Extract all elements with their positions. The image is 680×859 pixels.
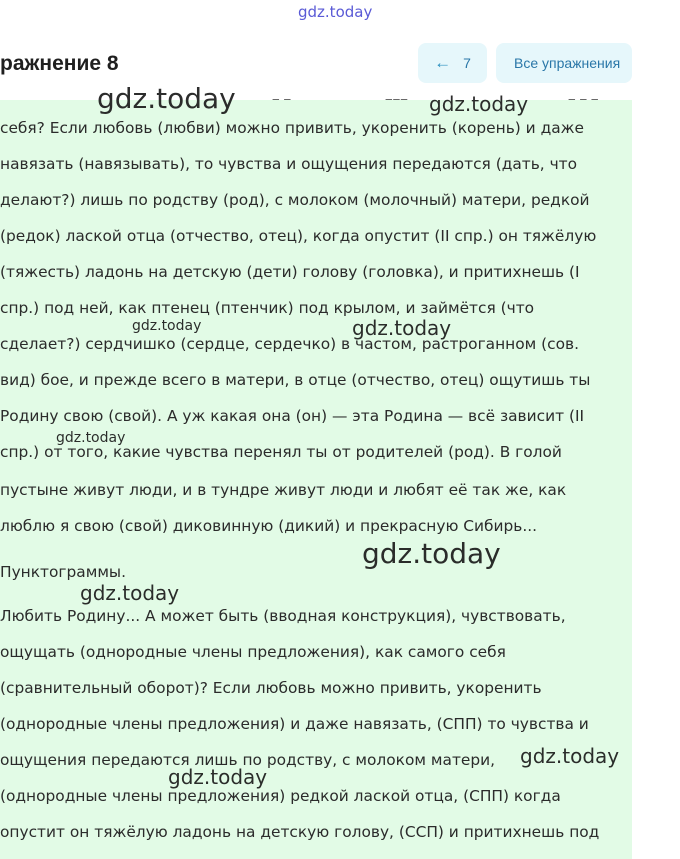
text-line: делают?) лишь по родству (род), с молоком (молочный) матери, редкой xyxy=(0,191,590,209)
previous-exercise-button[interactable] xyxy=(418,43,487,83)
text-line: ощущать (однородные члены предложения), как самого себя xyxy=(0,643,506,661)
watermark: gdz.today xyxy=(520,744,620,768)
text-line: спр.) под ней, как птенец (птенчик) под крылом, и займётся (что xyxy=(0,299,535,317)
page-title: ражнение 8 xyxy=(0,52,119,75)
text-line: (тяжесть) ладонь на детскую (дети) голову (головка), и притихнешь (I xyxy=(0,263,580,281)
text-line: Пунктограммы. xyxy=(0,563,126,581)
text-line: опустит он тяжёлую ладонь на детскую голову, (ССП) и притихнешь под xyxy=(0,823,600,841)
text-line: люблю я свою (свой) диковинную (дикий) и прекрасную Сибирь... xyxy=(0,517,538,535)
decorative-dash: ‒‒‒ xyxy=(385,92,408,106)
text-line: (редок) лаской отца (отчество, отец), когда опустит (II спр.) он тяжёлую xyxy=(0,227,597,245)
text-line: спр.) от того, какие чувства перенял ты от родителей (род). В голой xyxy=(0,443,562,461)
site-watermark: gdz.today xyxy=(298,3,373,21)
all-exercises-label: Все упражнения xyxy=(514,55,621,71)
watermark: gdz.today xyxy=(80,581,180,605)
text-line: навязать (навязывать), то чувства и ощущения передаются (дать, что xyxy=(0,155,578,173)
arrow-left-icon: ← xyxy=(434,53,452,72)
watermark: gdz.today xyxy=(362,537,501,570)
text-line: вид) бое, и прежде всего в матери, в отце (отчество, отец) ощутишь ты xyxy=(0,371,591,389)
watermark: gdz.today xyxy=(352,316,452,340)
text-line: (сравнительный оборот)? Если любовь можно привить, укоренить xyxy=(0,679,542,697)
text-line: сделает?) сердчишко (сердце, сердечко) в частом, растроганном (сов. xyxy=(0,335,579,353)
watermark: gdz.today xyxy=(429,92,529,116)
text-line: Родину свою (свой). А уж какая она (он) — эта Родина — всё зависит (II xyxy=(0,407,585,425)
decorative-dash: ‒ ‒ xyxy=(272,92,292,106)
watermark: gdz.today xyxy=(132,318,202,334)
text-line: (однородные члены предложения) редкой лаской отца, (СПП) когда xyxy=(0,787,561,805)
text-line: пустыне живут люди, и в тундре живут люди и любят её так же, как xyxy=(0,481,567,499)
text-line: Любить Родину... А может быть (вводная конструкция), чувствовать, xyxy=(0,607,566,625)
decorative-dash: ‒ ‒ ‒ xyxy=(568,92,599,106)
text-line: (однородные члены предложения) и даже навязать, (СПП) то чувства и xyxy=(0,715,589,733)
previous-exercise-label: 7 xyxy=(463,55,471,71)
watermark: gdz.today xyxy=(168,765,268,789)
watermark: gdz.today xyxy=(56,430,126,446)
watermark: gdz.today xyxy=(97,82,236,115)
text-line: ощущения передаются лишь по родству, с молоком матери, xyxy=(0,751,496,769)
text-line: себя? Если любовь (любви) можно привить, укоренить (корень) и даже xyxy=(0,119,584,137)
all-exercises-button[interactable] xyxy=(496,43,632,83)
